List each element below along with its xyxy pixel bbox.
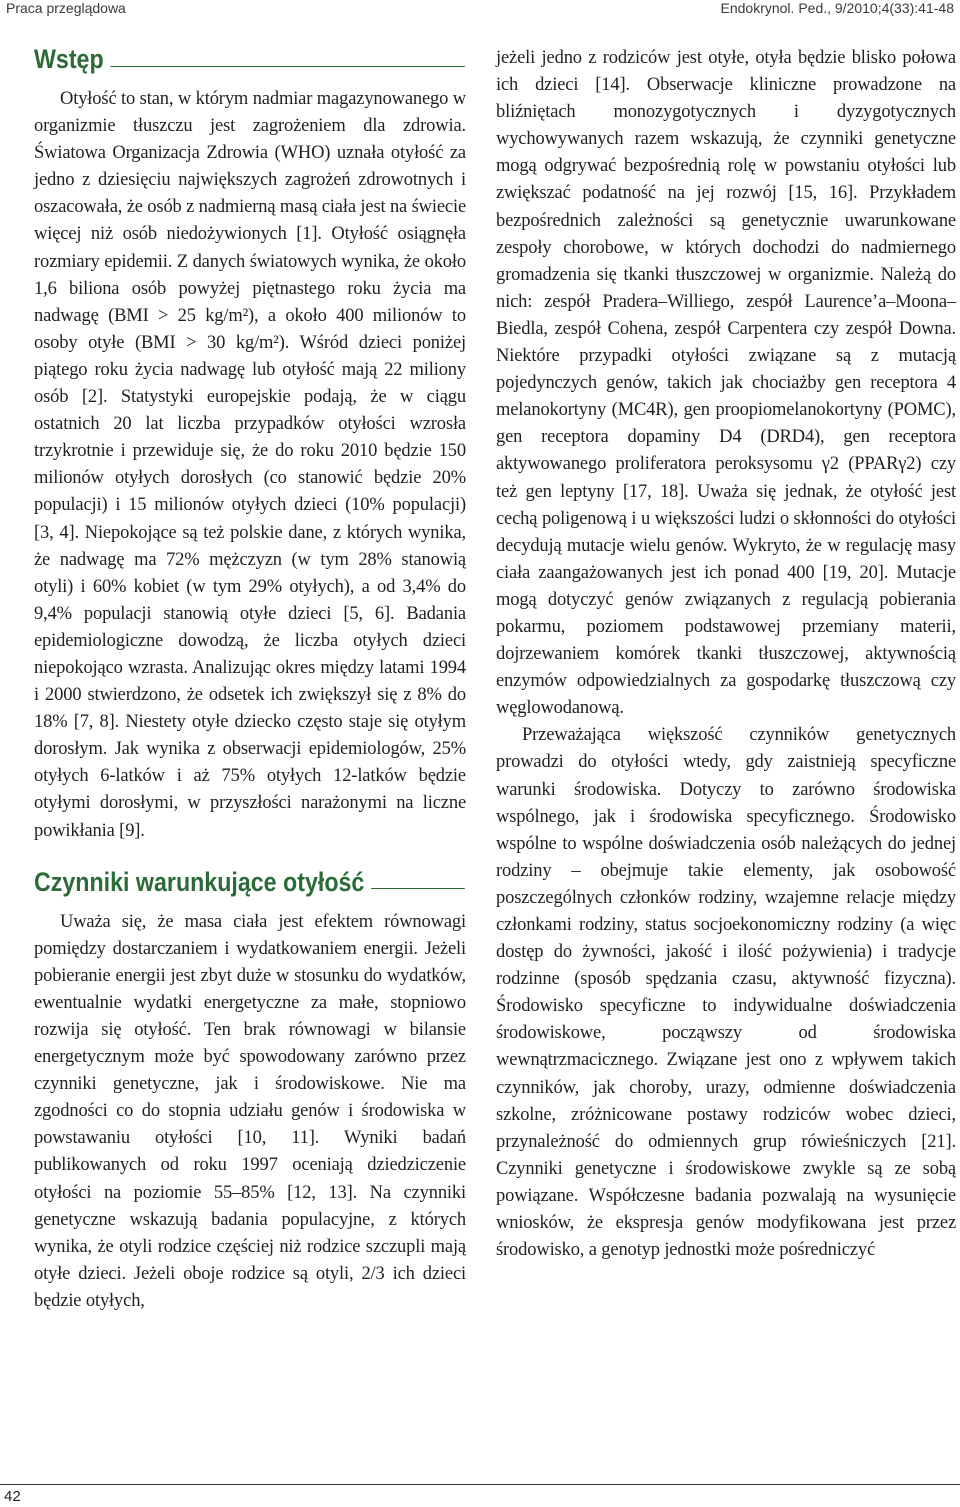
paragraph-intro: Otyłość to stan, w którym nadmiar magazynowanego w organizmie tłuszczu jest zagrożeniem dla zdrowia. Światowa Organizacja Zdrowia (WHO) uznała otyłość za jedno z dziesięciu największych zagrożeń zdrowotnych i oszacowała, że osób z nadmierną masą ciała jest na świecie więcej niż osób niedożywionych [1]. Otyłość osiągnęła rozmiary epidemii. Z danych światowych wynika, że około 1,6 biliona osób powyżej piętnastego roku życia ma nadwagę (BMI > 25 kg/m²), a około 400 milionów to osoby otyłe (BMI > 30 kg/m²). Wśród dzieci poniżej piątego roku życia nadwagę lub otyłość mają 22 miliony osób [2]. Statystyki europejskie podają, że w ciągu ostatnich 20 lat liczba przypadków otyłości wzrosła trzykrotnie i przewiduje się, że do roku 2010 będzie 150 milionów otyłych dorosłych (co stanowić będzie 20% populacji) i 15 milionów otyłych dzieci (10% populacji) [3, 4]. Niepokojące są też polskie dane, z których wynika, że nadwagę ma 72% mężczyzn (w tym 28% stanowią otyli) i 60% kobiet (w tym 29% otyłych), a od 3,4% do 9,4% populacji stanowią otyłe dzieci [5, 6]. Badania epidemiologiczne dowodzą, że liczba otyłych dzieci niepokojąco wzrasta. Analizując okres między latami 1994 i 2000 stwierdzono, że odsetek ich zwiększył się z 8% do 18% [7, 8]. Niestety otyłe dziecko często staje się otyłym dorosłym. Jak wynika z obserwacji epidemiologów, 25% otyłych 6-latków i aż 75% otyłych 12-latków będzie otyłymi dorosłymi, w przyszłości narażonymi na liczne powikłania [9].	[34, 89, 467, 841]
heading-rule	[111, 52, 465, 67]
section-title-intro: Wstęp	[34, 44, 104, 74]
header-article-type: Praca przeglądowa	[6, 0, 126, 16]
heading-rule	[371, 874, 465, 889]
section-heading-intro	[34, 42, 465, 76]
page-footer	[0, 1484, 960, 1507]
right-column	[496, 45, 956, 1465]
page-number: 42	[4, 1488, 21, 1505]
paragraph-genetics: jeżeli jedno z rodziców jest otyłe, otyła będzie blisko połowa ich dzieci [14]. Obserwacje kliniczne prowadzone na bliźniętach monozygotycznych i dyzygotycznych wychowywanych razem wskazują, że czynniki genetyczne mogą odgrywać bezpośrednią rolę w powstaniu otyłości lub zwiększać podatność na jej rozwój [15, 16]. Przykładem bezpośrednich zależności są genetycznie uwarunkowane zespoły chorobowe, w których dochodzi do nadmiernego gromadzenia się tkanki tłuszczowej w organizmie. Należą do nich: zespół Pradera–Williego, zespół Laurence’a–Moona–Biedla, zespół Cohena, zespół Carpentera czy zespół Downa. Niektóre przypadki otyłości związane są z mutacją pojedynczych genów, takich jak chociażby gen receptora 4 melanokortyny (MC4R), gen proopiomelanokortyny (POMC), gen receptora dopaminy D4 (DRD4), gen receptora aktywowanego proliferatora peroksysomu γ2 (PPARγ2) czy też gen leptyny [17, 18]. Uważa się jednak, że otyłość jest cechą poligenową i u większości ludzi o skłonności do otyłości decydują mutacje wielu genów. Wykryto, że w regulację masy ciała zaangażowanych jest ich ponad 400 [19, 20]. Mutacje mogą dotyczyć genów związanych z regulacją pobierania pokarmu, poziomem podstawowej przemiany materii, dojrzewaniem komórek tkanki tłuszczowej, aktywnością enzymów odpowiedzialnych za gospodarkę tłuszczową czy węglowodanową.	[496, 48, 956, 719]
paragraph-factors: Uważa się, że masa ciała jest efektem równowagi pomiędzy dostarczaniem i wydatkowaniem energii. Jeżeli pobieranie energii jest zbyt duże w stosunku do wydatków, ewentualnie wydatki energetyczne za małe, stopniowo rozwija się otyłość. Ten brak równowagi w bilansie energetycznym może być spowodowany zarówno przez czynniki genetyczne, jak i środowiskowe. Nie ma zgodności co do stopnia udziału genów i środowiska w powstawaniu otyłości [10, 11]. Wyniki badań publikowanych od roku 1997 oceniają dziedziczenie otyłości na poziomie 55–85% [12, 13]. Na czynniki genetyczne wskazują badania populacyjne, z których wynika, że otyli rodzice częściej niż rodzice szczupli mają otyłe dzieci. Jeżeli oboje rodzice są otyli, 2/3 ich dzieci będzie otyłych,	[34, 911, 466, 1311]
section-title-factors: Czynniki warunkujące otyłość	[34, 866, 365, 897]
left-column	[34, 42, 466, 1462]
section-gap	[34, 845, 466, 865]
section-heading-factors	[34, 865, 465, 899]
paragraph-environment: Przeważająca większość czynników genetycznych prowadzi do otyłości wtedy, gdy zaistnieją specyficzne warunki środowiska. Dotyczy to zarówno środowiska wspólnego, jak i środowiska specyficznego. Środowisko wspólne to wspólne doświadczenia osób należących do jednej rodziny – obejmuje takie elementy, jak osobowość poszczególnych członków rodziny, wzajemne relacje między członkami rodziny, status socjoekonomiczny rodziny (a więc dostęp do żywności, jakość i ilość pożywienia) i tradycje rodzinne (sposób spędzania czasu, aktywność fizyczna). Środowisko specyficzne to indywidualne doświadczenia środowiskowe, począwszy od środowiska wewnątrzmacicznego. Związane jest ono z wpływem takich czynników, jak choroby, urazy, odmienne doświadczenia szkolne, zróżnicowane postawy rodziców wobec dzieci, przynależność do odmiennych grup rówieśniczych [21]. Czynniki genetyczne i środowiskowe zwykle są ze sobą powiązane. Współczesne badania pozwalają na wysunięcie wniosków, że ekspresja genów modyfikowana jest przez środowisko, a genotyp jednostki może pośredniczyć	[496, 725, 956, 1261]
header-journal-citation: Endokrynol. Ped., 9/2010;4(33):41-48	[720, 0, 954, 16]
running-header	[0, 0, 960, 22]
